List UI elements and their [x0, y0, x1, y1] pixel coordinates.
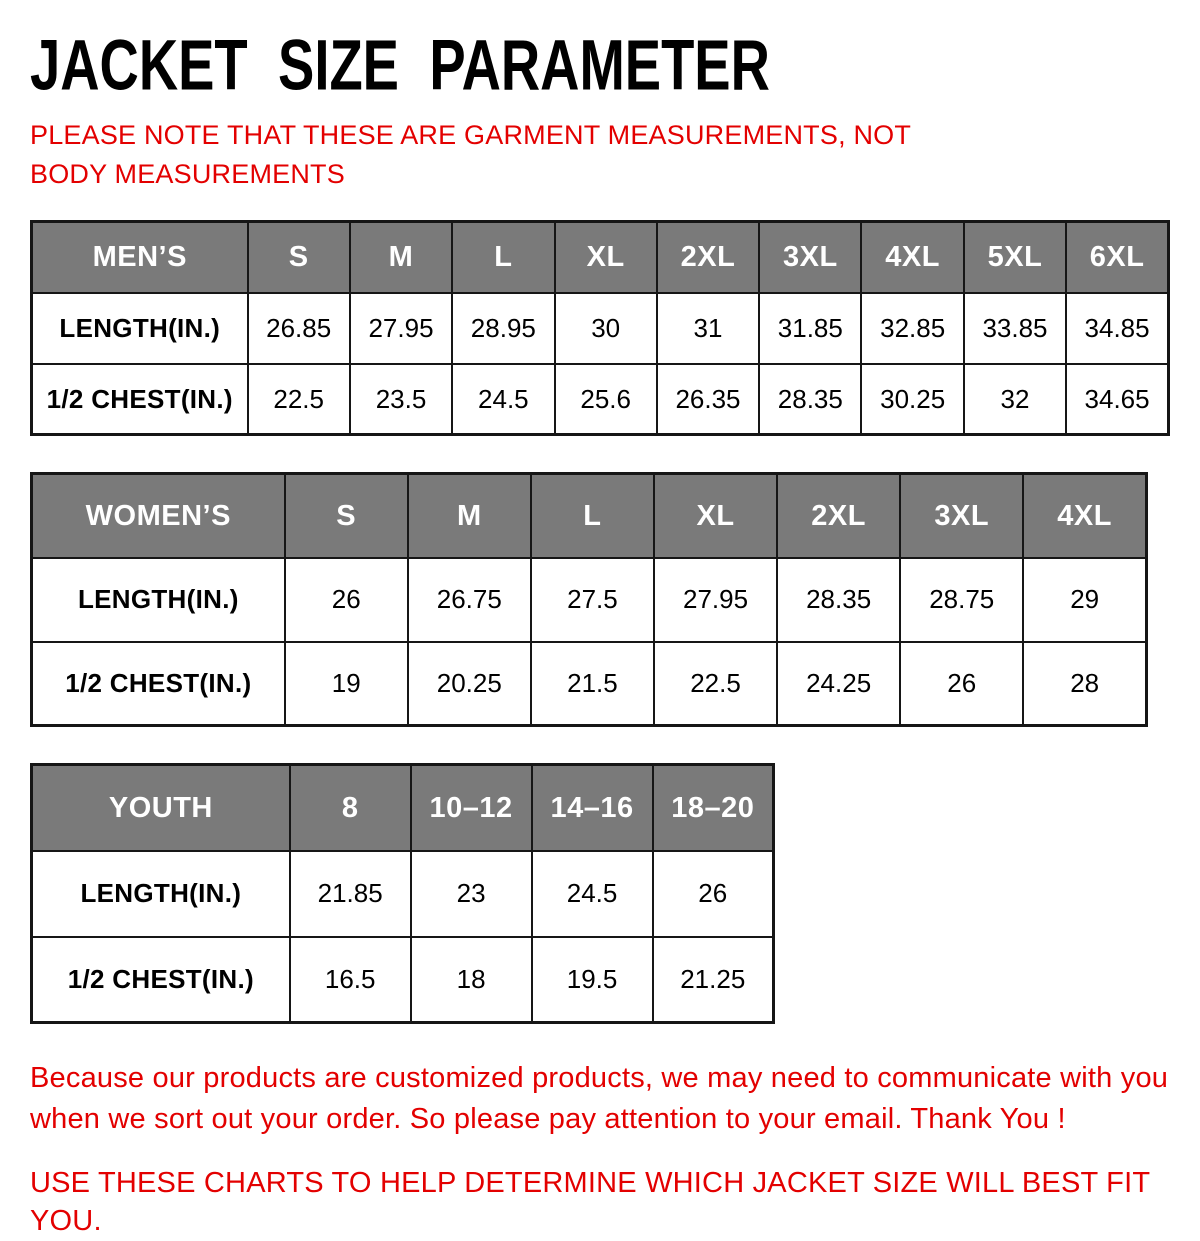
value-cell: 19: [285, 642, 408, 726]
value-cell: 24.5: [452, 364, 554, 435]
value-cell: 21.25: [653, 937, 774, 1023]
youth-length-row: [32, 851, 774, 937]
size-header-cell: 3XL: [900, 474, 1023, 558]
size-header-cell: 2XL: [777, 474, 900, 558]
youth-header-row: [32, 765, 774, 851]
value-cell: 31: [657, 293, 759, 364]
value-cell: 28.35: [759, 364, 861, 435]
size-header-cell: M: [350, 222, 452, 293]
size-header-cell: S: [285, 474, 408, 558]
womens-table-title: WOMEN’S: [32, 474, 285, 558]
row-label-cell: LENGTH(IN.): [32, 293, 248, 364]
mens-table-title: MEN’S: [32, 222, 248, 293]
value-cell: 21.5: [531, 642, 654, 726]
size-header-cell: 6XL: [1066, 222, 1168, 293]
garment-measurement-note: PLEASE NOTE THAT THESE ARE GARMENT MEASUREMENTS, NOT BODY MEASUREMENTS: [30, 120, 911, 190]
womens-chest-row: [32, 642, 1147, 726]
size-header-cell: 8: [290, 765, 411, 851]
mens-header-row: [32, 222, 1169, 293]
value-cell: 31.85: [759, 293, 861, 364]
mens-size-table: [30, 220, 1170, 436]
value-cell: 22.5: [654, 642, 777, 726]
value-cell: 26.75: [408, 558, 531, 642]
value-cell: 23: [411, 851, 532, 937]
value-cell: 28.35: [777, 558, 900, 642]
value-cell: 32: [964, 364, 1066, 435]
row-label-cell: 1/2 CHEST(IN.): [32, 642, 285, 726]
value-cell: 16.5: [290, 937, 411, 1023]
value-cell: 23.5: [350, 364, 452, 435]
size-header-cell: 5XL: [964, 222, 1066, 293]
youth-table-title: YOUTH: [32, 765, 290, 851]
youth-size-table: [30, 763, 775, 1024]
value-cell: 28.95: [452, 293, 554, 364]
value-cell: 25.6: [555, 364, 657, 435]
womens-size-table: [30, 472, 1148, 727]
size-header-cell: 14–16: [532, 765, 653, 851]
size-header-cell: XL: [555, 222, 657, 293]
size-header-cell: 2XL: [657, 222, 759, 293]
value-cell: 24.5: [532, 851, 653, 937]
size-header-cell: 3XL: [759, 222, 861, 293]
value-cell: 32.85: [861, 293, 963, 364]
value-cell: 20.25: [408, 642, 531, 726]
customization-notice: Because our products are customized products, we may need to communicate with you when we sort out your order. So please pay attention to your email. Thank You !: [30, 1062, 1169, 1135]
value-cell: 28: [1023, 642, 1146, 726]
value-cell: 21.85: [290, 851, 411, 937]
value-cell: 24.25: [777, 642, 900, 726]
value-cell: 26: [285, 558, 408, 642]
mens-length-row: [32, 293, 1169, 364]
value-cell: 34.85: [1066, 293, 1168, 364]
youth-chest-row: [32, 937, 774, 1023]
value-cell: 18: [411, 937, 532, 1023]
value-cell: 27.5: [531, 558, 654, 642]
value-cell: 26: [653, 851, 774, 937]
size-header-cell: S: [248, 222, 350, 293]
womens-header-row: [32, 474, 1147, 558]
row-label-cell: LENGTH(IN.): [32, 851, 290, 937]
mens-chest-row: [32, 364, 1169, 435]
size-header-cell: 18–20: [653, 765, 774, 851]
value-cell: 26.85: [248, 293, 350, 364]
row-label-cell: LENGTH(IN.): [32, 558, 285, 642]
value-cell: 30.25: [861, 364, 963, 435]
value-cell: 27.95: [654, 558, 777, 642]
size-header-cell: M: [408, 474, 531, 558]
size-header-cell: 4XL: [1023, 474, 1146, 558]
size-header-cell: XL: [654, 474, 777, 558]
value-cell: 34.65: [1066, 364, 1168, 435]
value-cell: 30: [555, 293, 657, 364]
value-cell: 26: [900, 642, 1023, 726]
value-cell: 28.75: [900, 558, 1023, 642]
value-cell: 27.95: [350, 293, 452, 364]
row-label-cell: 1/2 CHEST(IN.): [32, 937, 290, 1023]
value-cell: 26.35: [657, 364, 759, 435]
size-header-cell: 10–12: [411, 765, 532, 851]
size-header-cell: L: [531, 474, 654, 558]
size-header-cell: L: [452, 222, 554, 293]
size-header-cell: 4XL: [861, 222, 963, 293]
value-cell: 33.85: [964, 293, 1066, 364]
row-label-cell: 1/2 CHEST(IN.): [32, 364, 248, 435]
value-cell: 29: [1023, 558, 1146, 642]
value-cell: 22.5: [248, 364, 350, 435]
page-title: JACKET SIZE PARAMETER: [30, 24, 770, 106]
womens-length-row: [32, 558, 1147, 642]
value-cell: 19.5: [532, 937, 653, 1023]
chart-usage-instruction: USE THESE CHARTS TO HELP DETERMINE WHICH JACKET SIZE WILL BEST FIT YOU.: [30, 1167, 1150, 1238]
